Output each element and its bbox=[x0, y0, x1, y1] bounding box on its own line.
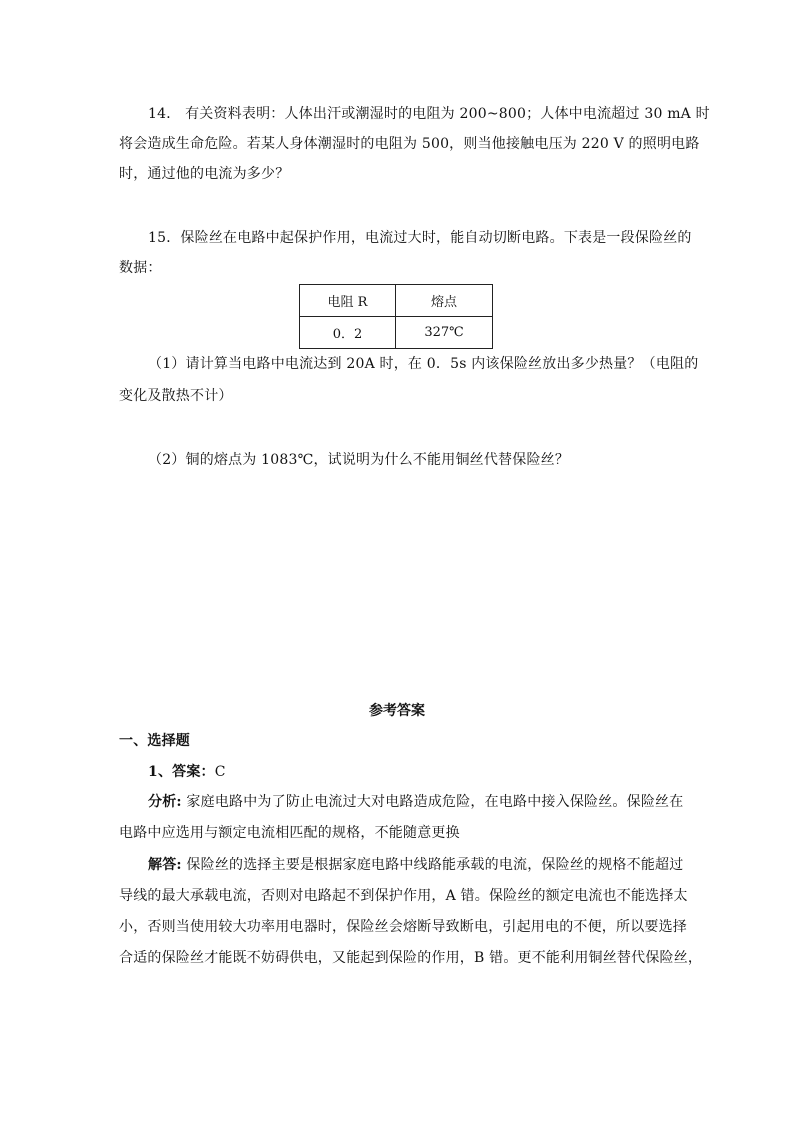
table-header-row bbox=[300, 285, 493, 317]
analysis-text-1: 家庭电路中为了防止电流过大对电路造成危险，在电路中接入保险丝。保险丝在 bbox=[181, 794, 684, 810]
cell-melting-point: 327℃ bbox=[396, 317, 493, 349]
q15-line-1: 15．保险丝在电路中起保护作用，电流过大时，能自动切断电路。下表是一段保险丝的 bbox=[148, 230, 692, 246]
q14-line-1: 14． 有关资料表明：人体出汗或潮湿时的电阻为 200~800；人体中电流超过 30 mA 时 bbox=[148, 106, 710, 122]
q15-sub1-line-2: 变化及散热不计） bbox=[119, 388, 233, 404]
analysis-line-1 bbox=[148, 792, 684, 812]
solution-label: 解答: bbox=[148, 857, 182, 873]
cell-resistance: 0．2 bbox=[300, 317, 396, 349]
answer-1-label: 1、答案： bbox=[148, 764, 215, 780]
q15-line-2: 数据： bbox=[119, 260, 162, 276]
solution-line-2: 导线的最大承载电流，否则对电路起不到保护作用，A 错。保险丝的额定电流也不能选择太 bbox=[119, 888, 688, 904]
header-melting-point: 熔点 bbox=[396, 285, 493, 317]
answer-1-value: C bbox=[214, 764, 226, 780]
q15-sub1-line-1: （1）请计算当电路中电流达到 20A 时，在 0．5s 内该保险丝放出多少热量？（电阻的 bbox=[148, 356, 699, 372]
solution-line-4: 合适的保险丝才能既不妨碍供电，又能起到保险的作用，B 错。更不能利用铜丝替代保险丝， bbox=[119, 950, 703, 966]
analysis-line-2: 电路中应选用与额定电流相匹配的规格，不能随意更换 bbox=[119, 825, 460, 841]
answers-title: 参考答案 bbox=[369, 703, 425, 719]
fuse-data-table bbox=[299, 284, 493, 349]
solution-line-3: 小，否则当使用较大功率用电器时，保险丝会熔断导致断电，引起用电的不便，所以要选择 bbox=[119, 919, 687, 935]
q14-line-3: 时，通过他的电流为多少？ bbox=[119, 166, 290, 182]
table-row bbox=[300, 317, 493, 349]
analysis-label: 分析: bbox=[148, 794, 182, 810]
solution-text-1: 保险丝的选择主要是根据家庭电路中线路能承载的电流，保险丝的规格不能超过 bbox=[181, 857, 684, 873]
section-heading: 一、选择题 bbox=[119, 733, 190, 749]
q14-line-2: 将会造成生命危险。若某人身体潮湿时的电阻为 500，则当他接触电压为 220 V 的照明电路 bbox=[119, 136, 700, 152]
solution-line-1 bbox=[148, 855, 684, 875]
header-resistance: 电阻 R bbox=[300, 285, 396, 317]
q15-sub2: （2）铜的熔点为 1083℃，试说明为什么不能用铜丝代替保险丝？ bbox=[148, 452, 570, 468]
answer-1 bbox=[148, 762, 679, 782]
